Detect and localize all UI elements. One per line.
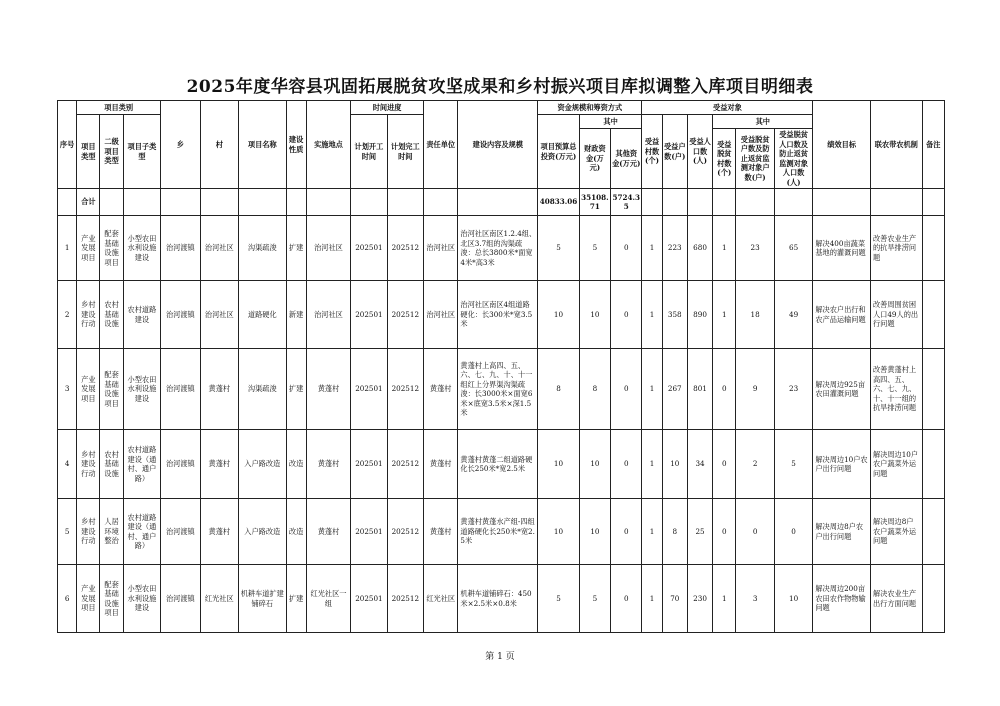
cell-cat3: 农村道路建设（通村、通户路）: [123, 430, 160, 499]
cell-villages: 1: [642, 216, 662, 281]
header-of-which: 其中: [579, 115, 642, 129]
cell-cat3: 小型农田水利设施建设: [123, 565, 160, 633]
cell-start: 202501: [351, 499, 387, 565]
cell-poor-population: 5: [774, 430, 813, 499]
cell-villages: 1: [642, 281, 662, 349]
cell-remark: [922, 349, 944, 430]
cell-cat2: 农村基础设施: [100, 281, 123, 349]
cell-name: 沟渠疏浚: [239, 216, 287, 281]
header-location: 实施地点: [306, 101, 350, 189]
header-performance: 绩效目标: [813, 101, 871, 189]
cell-unit: 治河社区: [424, 216, 458, 281]
cell-cun: 黄蓬村: [200, 430, 238, 499]
cell-poor-population: 23: [774, 349, 813, 430]
cell-cun: 黄蓬村: [200, 499, 238, 565]
cell-seq: 5: [58, 499, 77, 565]
cell-start: 202501: [351, 281, 387, 349]
cell-performance: 解决400亩蔬菜基地的灌溉问题: [813, 216, 871, 281]
cell-cat1: 产业发展项目: [77, 216, 100, 281]
cell-cat2: 配套基础设施项目: [100, 565, 123, 633]
cell-households: 70: [662, 565, 687, 633]
cell-cun: 治河社区: [200, 216, 238, 281]
table-row: [58, 349, 945, 430]
page-number: 第 1 页: [485, 652, 515, 662]
cell-poor-villages: 0: [713, 499, 736, 565]
header-budget: 项目预算总投资(万元): [538, 115, 579, 189]
table-row: [58, 216, 945, 281]
cell-end: 202512: [387, 565, 423, 633]
cell-cat2: 配套基础设施项目: [100, 216, 123, 281]
cell-villages: 1: [642, 349, 662, 430]
cell-content: 治河社区南区1.2.4组、北区3.7组的沟渠疏浚：总长3800米*面宽4米*高3米: [458, 216, 538, 281]
cell-other: 0: [611, 430, 642, 499]
header-other: 其他资金(万元): [611, 129, 642, 189]
cell-performance: 解决周边8户农户出行问题: [813, 499, 871, 565]
cell-other: 0: [611, 216, 642, 281]
cell-start: 202501: [351, 349, 387, 430]
header-cun: 村: [200, 101, 238, 189]
cell-location: 黄蓬村: [306, 349, 350, 430]
cell-fiscal: 10: [579, 430, 610, 499]
cell-mechanism: 改善黄蓬村上高四、五、六、七、九、十、十一组的抗旱排涝问题: [870, 349, 922, 430]
cell-content: 黄蓬村上高四、五、六、七、九、十、十一组红上分界渠沟渠疏浚：长3000米×面宽6米×底宽3.5米×深1.5米: [458, 349, 538, 430]
header-cat2: 二级项目类型: [100, 115, 123, 189]
cell-end: 202512: [387, 281, 423, 349]
cell-poor-villages: 0: [713, 430, 736, 499]
cell-poor-population: 49: [774, 281, 813, 349]
cell-villages: 1: [642, 430, 662, 499]
cell-poor-households: 23: [736, 216, 774, 281]
header-ben-households: 受益户数(户): [662, 115, 687, 189]
page-title: 2025年度华容县巩固拓展脱贫攻坚成果和乡村振兴项目库拟调整入库项目明细表: [186, 77, 814, 97]
table-row: [58, 565, 945, 633]
cell-poor-villages: 1: [713, 565, 736, 633]
cell-poor-households: 9: [736, 349, 774, 430]
cell-population: 801: [687, 349, 712, 430]
cell-name: 入户路改造: [239, 430, 287, 499]
total-other: 5724.35: [611, 189, 642, 216]
cell-poor-villages: 1: [713, 216, 736, 281]
cell-cat2: 配套基础设施项目: [100, 349, 123, 430]
cell-poor-households: 18: [736, 281, 774, 349]
cell-start: 202501: [351, 216, 387, 281]
cell-performance: 解决周边925亩农田灌溉问题: [813, 349, 871, 430]
cell-nature: 扩建: [286, 349, 306, 430]
cell-poor-population: 0: [774, 499, 813, 565]
header-beneficiaries: 受益对象: [642, 101, 813, 115]
cell-other: 0: [611, 281, 642, 349]
header-content: 建设内容及规模: [458, 101, 538, 189]
cell-unit: 黄蓬村: [424, 430, 458, 499]
table-row: [58, 430, 945, 499]
cell-budget: 10: [538, 281, 579, 349]
header-funds: 资金规模和筹资方式: [538, 101, 642, 115]
cell-end: 202512: [387, 216, 423, 281]
cell-xiang: 治河渡镇: [161, 349, 200, 430]
cell-cat2: 人居环境整治: [100, 499, 123, 565]
project-table: [57, 100, 945, 633]
cell-xiang: 治河渡镇: [161, 430, 200, 499]
cell-remark: [922, 216, 944, 281]
cell-seq: 4: [58, 430, 77, 499]
header-fiscal: 财政资金(万元): [579, 129, 610, 189]
header-nature: 建设性质: [286, 101, 306, 189]
total-label: 合计: [77, 189, 100, 216]
cell-nature: 改造: [286, 430, 306, 499]
cell-end: 202512: [387, 430, 423, 499]
cell-cat3: 小型农田水利设施建设: [123, 216, 160, 281]
cell-unit: 黄蓬村: [424, 499, 458, 565]
total-budget: 40833.06: [538, 189, 579, 216]
cell-remark: [922, 430, 944, 499]
cell-poor-households: 0: [736, 499, 774, 565]
cell-performance: 解决周边10户农户出行问题: [813, 430, 871, 499]
cell-unit: 红光社区: [424, 565, 458, 633]
cell-nature: 改造: [286, 499, 306, 565]
header-seq: 序号: [58, 101, 77, 189]
cell-cat1: 产业发展项目: [77, 349, 100, 430]
cell-performance: 解决农户出行和农产品运输问题: [813, 281, 871, 349]
cell-mechanism: 改善周围贫困人口49人的出行问题: [870, 281, 922, 349]
cell-location: 红光社区一组: [306, 565, 350, 633]
cell-cun: 黄蓬村: [200, 349, 238, 430]
cell-poor-population: 10: [774, 565, 813, 633]
cell-households: 10: [662, 430, 687, 499]
cell-start: 202501: [351, 565, 387, 633]
cell-poor-villages: 1: [713, 281, 736, 349]
table-row: [58, 499, 945, 565]
cell-content: 黄蓬村黄蓬二组道路硬化长250米*宽2.5米: [458, 430, 538, 499]
cell-poor-population: 65: [774, 216, 813, 281]
header-cat1: 项目类型: [77, 115, 100, 189]
cell-budget: 5: [538, 216, 579, 281]
cell-cat3: 农村道路建设（通村、通户路）: [123, 499, 160, 565]
header-ben-of-which: 其中: [713, 115, 813, 129]
cell-name: 机耕车道扩建铺碎石: [239, 565, 287, 633]
cell-villages: 1: [642, 565, 662, 633]
cell-cat3: 小型农田水利设施建设: [123, 349, 160, 430]
cell-budget: 10: [538, 499, 579, 565]
cell-location: 治河社区: [306, 216, 350, 281]
cell-households: 8: [662, 499, 687, 565]
cell-budget: 10: [538, 430, 579, 499]
header-category: 项目类别: [77, 101, 161, 115]
cell-mechanism: 解决周边8户农户蔬菜外运问题: [870, 499, 922, 565]
cell-seq: 1: [58, 216, 77, 281]
cell-budget: 5: [538, 565, 579, 633]
cell-households: 267: [662, 349, 687, 430]
cell-name: 道路硬化: [239, 281, 287, 349]
cell-population: 890: [687, 281, 712, 349]
header-xiang: 乡: [161, 101, 200, 189]
header-ben-villages: 受益村数(个): [642, 115, 662, 189]
cell-poor-villages: 0: [713, 349, 736, 430]
cell-start: 202501: [351, 430, 387, 499]
cell-population: 680: [687, 216, 712, 281]
cell-nature: 扩建: [286, 565, 306, 633]
cell-fiscal: 10: [579, 281, 610, 349]
header-cat3: 项目子类型: [123, 115, 160, 189]
header-mechanism: 联农带农机制: [870, 101, 922, 189]
cell-remark: [922, 281, 944, 349]
cell-mechanism: 改善农业生产的抗旱排涝问题: [870, 216, 922, 281]
cell-fiscal: 8: [579, 349, 610, 430]
cell-population: 34: [687, 430, 712, 499]
cell-cat1: 乡村建设行动: [77, 281, 100, 349]
header-ben-poor-population: 受益脱贫人口数及防止返贫监测对象人口数(人): [774, 129, 813, 189]
cell-poor-households: 2: [736, 430, 774, 499]
cell-budget: 8: [538, 349, 579, 430]
cell-fiscal: 10: [579, 499, 610, 565]
cell-content: 治河社区南区4组道路硬化：长300米*宽3.5米: [458, 281, 538, 349]
cell-cun: 红光社区: [200, 565, 238, 633]
cell-remark: [922, 499, 944, 565]
header-start: 计划开工时间: [351, 115, 387, 189]
cell-remark: [922, 565, 944, 633]
header-ben-poor-villages: 受益脱贫村数(个): [713, 129, 736, 189]
header-schedule: 时间进度: [351, 101, 424, 115]
cell-xiang: 治河渡镇: [161, 281, 200, 349]
cell-seq: 2: [58, 281, 77, 349]
cell-households: 223: [662, 216, 687, 281]
cell-name: 入户路改造: [239, 499, 287, 565]
cell-cat2: 农村基础设施: [100, 430, 123, 499]
cell-unit: 治河社区: [424, 281, 458, 349]
header-end: 计划完工时间: [387, 115, 423, 189]
cell-location: 黄蓬村: [306, 430, 350, 499]
header-ben-poor-households: 受益脱贫户数及防止返贫监测对象户数(户): [736, 129, 774, 189]
cell-other: 0: [611, 349, 642, 430]
cell-performance: 解决周边200亩农田农作物物输问题: [813, 565, 871, 633]
cell-cun: 治河社区: [200, 281, 238, 349]
cell-unit: 黄蓬村: [424, 349, 458, 430]
header-unit: 责任单位: [424, 101, 458, 189]
cell-xiang: 治河渡镇: [161, 216, 200, 281]
cell-other: 0: [611, 565, 642, 633]
cell-content: 机耕车道铺碎石：450米×2.5米×0.8米: [458, 565, 538, 633]
cell-population: 25: [687, 499, 712, 565]
total-fiscal: 35108.71: [579, 189, 610, 216]
cell-poor-households: 3: [736, 565, 774, 633]
cell-other: 0: [611, 499, 642, 565]
cell-end: 202512: [387, 499, 423, 565]
cell-location: 黄蓬村: [306, 499, 350, 565]
cell-population: 230: [687, 565, 712, 633]
cell-name: 沟渠疏浚: [239, 349, 287, 430]
header-remark: 备注: [922, 101, 944, 189]
cell-cat1: 乡村建设行动: [77, 499, 100, 565]
table-row: [58, 281, 945, 349]
cell-seq: 6: [58, 565, 77, 633]
cell-xiang: 治河渡镇: [161, 499, 200, 565]
cell-mechanism: 解决农业生产出行方面问题: [870, 565, 922, 633]
cell-nature: 新建: [286, 281, 306, 349]
cell-nature: 扩建: [286, 216, 306, 281]
cell-end: 202512: [387, 349, 423, 430]
cell-content: 黄蓬村黄蓬水产组-四组道路硬化长250米*宽2.5米: [458, 499, 538, 565]
cell-cat3: 农村道路建设: [123, 281, 160, 349]
cell-fiscal: 5: [579, 565, 610, 633]
header-name: 项目名称: [239, 101, 287, 189]
total-row: [58, 189, 945, 216]
cell-location: 治河社区: [306, 281, 350, 349]
cell-seq: 3: [58, 349, 77, 430]
cell-xiang: 治河渡镇: [161, 565, 200, 633]
cell-mechanism: 解决周边10户农户蔬菜外运问题: [870, 430, 922, 499]
cell-cat1: 乡村建设行动: [77, 430, 100, 499]
header-ben-population: 受益人口数(人): [687, 115, 712, 189]
cell-households: 358: [662, 281, 687, 349]
cell-fiscal: 5: [579, 216, 610, 281]
cell-cat1: 产业发展项目: [77, 565, 100, 633]
cell-villages: 1: [642, 499, 662, 565]
